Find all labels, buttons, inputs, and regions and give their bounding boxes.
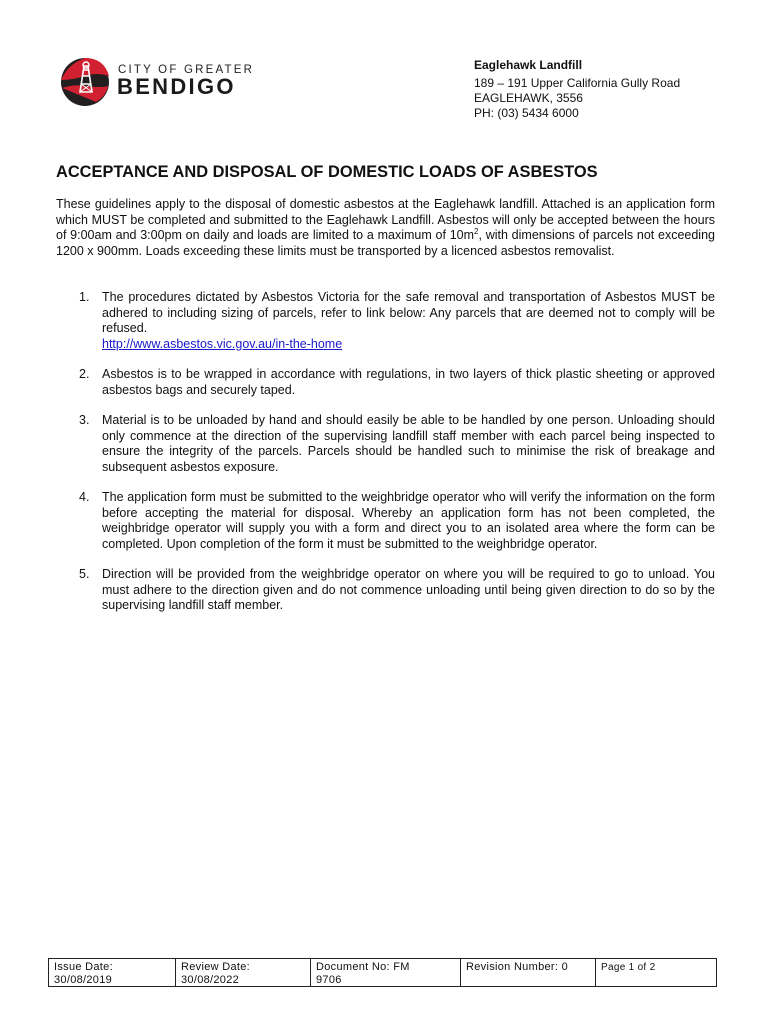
intro-text-part1: These guidelines apply to the disposal of domestic asbestos at the Eaglehawk landfill. Attached is an application form which MUST be completed and submitted to the Eaglehawk Landfill. Asbestos will only be accepted between the hours of 9:00am and 3:00pm on daily and loads are limited to a maximum of 10m: [56, 197, 715, 242]
list-item: [56, 490, 715, 552]
intro-paragraph: [56, 197, 715, 259]
logo-text-city-of-greater: CITY OF GREATER: [118, 64, 255, 76]
document-title: ACCEPTANCE AND DISPOSAL OF DOMESTIC LOADS OF ASBESTOS: [56, 163, 598, 181]
landfill-address: [474, 58, 680, 121]
footer-issue-date: Issue Date: 30/08/2019: [49, 959, 176, 986]
list-item-number: 3.: [79, 413, 90, 427]
list-item-number: 2.: [79, 367, 90, 381]
guidelines-list: [56, 290, 715, 614]
footer-review-date: Review Date: 30/08/2022: [176, 959, 311, 986]
list-item-text: Asbestos is to be wrapped in accordance with regulations, in two layers of thick plastic sheeting or approved asbestos bags and securely taped.: [102, 367, 715, 397]
landfill-town: EAGLEHAWK, 3556: [474, 91, 583, 105]
asbestos-vic-link[interactable]: http://www.asbestos.vic.gov.au/in-the-home: [102, 336, 343, 351]
intro-superscript: 2: [474, 226, 479, 236]
list-item: [56, 290, 715, 352]
list-item: [56, 367, 715, 398]
intro-text-part2: , with dimensions of parcels not exceeding 1200 x 900mm. Loads exceeding these limits must be transported by a licenced asbestos removalist.: [56, 228, 715, 258]
list-item-number: 1.: [79, 290, 90, 304]
city-of-greater-bendigo-logo: [60, 56, 260, 108]
landfill-name: Eaglehawk Landfill: [474, 58, 583, 72]
bendigo-emblem-icon: [60, 56, 116, 108]
footer-page-number: Page 1 of 2: [601, 962, 656, 973]
document-footer-table: [48, 958, 717, 987]
logo-text-bendigo: BENDIGO: [117, 74, 236, 99]
list-item: [56, 567, 715, 614]
list-item-text: The procedures dictated by Asbestos Victoria for the safe removal and transportation of Asbestos MUST be adhered to including sizing of parcels, refer to link below: Any parcels that are deemed not to comply will be refused.: [102, 290, 715, 335]
list-item-number: 4.: [79, 490, 90, 504]
list-item-text: Direction will be provided from the weighbridge operator on where you will be required to go to unload. You must adhere to the direction given and do not commence unloading until being given direction to do so by the supervising landfill staff member.: [102, 567, 715, 612]
footer-revision-number: Revision Number: 0: [461, 959, 596, 986]
list-item-number: 5.: [79, 567, 90, 581]
landfill-phone: PH: (03) 5434 6000: [474, 106, 579, 120]
footer-document-number: Document No: FM 9706: [311, 959, 461, 986]
list-item-text: The application form must be submitted to the weighbridge operator who will verify the information on the form before accepting the material for disposal. Whereby an application form has not been completed, the weighbridge operator will supply you with a form and direct you to an isolated area where the form can be completed. Upon completion of the form it must be submitted to the weighbridge operator.: [102, 490, 715, 551]
list-item-text: Material is to be unloaded by hand and should easily be able to be handled by one person. Unloading should only commence at the direction of the supervising landfill staff member with each parcel being inspected to ensure the integrity of the parcels. Parcels should be handled such to minimise the risk of breakage and subsequent asbestos exposure.: [102, 413, 715, 474]
list-item: [56, 413, 715, 475]
landfill-street: 189 – 191 Upper California Gully Road: [474, 76, 681, 90]
